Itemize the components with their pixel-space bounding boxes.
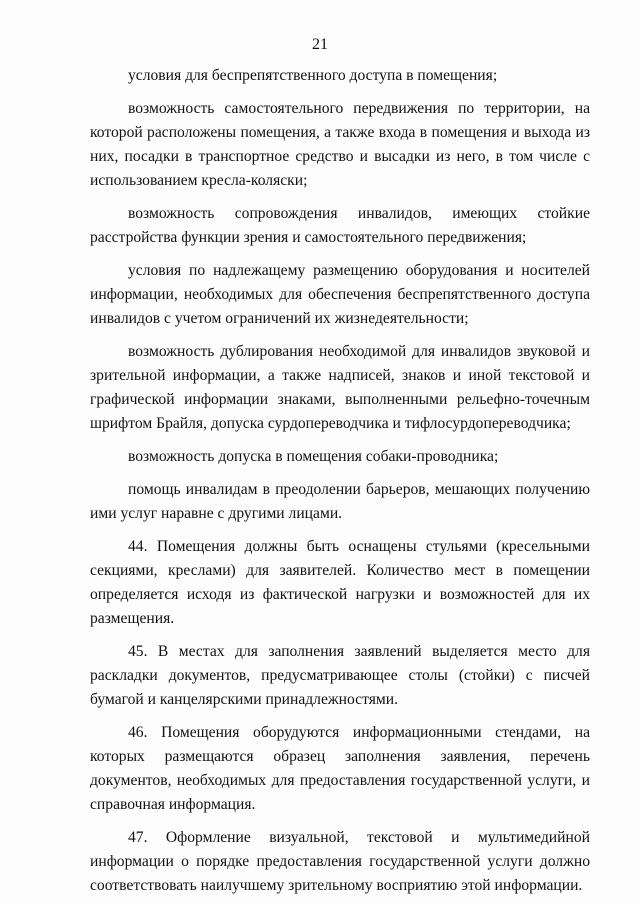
- paragraph-46-information-stands: 46. Помещения оборудуются информационными стендами, на которых размещаются образец заполнения заявления, перечень документов, необходимых для предоставления государственной услуги, и справочная информация.: [90, 724, 590, 813]
- paragraph-independent-movement: возможность самостоятельного передвижения по территории, на которой расположены помещения, а также входа в помещения и выхода из них, посадки в транспортное средство и высадки из него, в том числе с использованием кресла-коляски;: [90, 100, 590, 189]
- paragraph-access-conditions: условия для беспрепятственного доступа в помещения;: [128, 67, 498, 84]
- paragraph-47-information-design: 47. Оформление визуальной, текстовой и мультимедийной информации о порядке предоставления государственной услуги должно соответствовать наилучшему зрительному восприятию этой информации.: [90, 829, 590, 894]
- paragraph-equipment-placement: условия по надлежащему размещению оборудования и носителей информации, необходимых для обеспечения беспрепятственного доступа инвалидов с учетом ограничений их жизнедеятельности;: [90, 262, 590, 327]
- paragraph-information-duplication: возможность дублирования необходимой для инвалидов звуковой и зрительной информации, а также надписей, знаков и иной текстовой и графической информации знаками, выполненными рельефно-точечным шрифтом Брайля, допуска сурдопереводчика и тифлосурдопереводчика;: [90, 343, 590, 432]
- paragraph-escort-possibility: возможность сопровождения инвалидов, имеющих стойкие расстройства функции зрения и самостоятельного передвижения;: [90, 205, 590, 246]
- paragraph-44-seating: 44. Помещения должны быть оснащены стульями (кресельными секциями, креслами) для заявителей. Количество мест в помещении определяется исходя из фактической нагрузки и возможностей для их размещения.: [90, 538, 590, 627]
- page-number: 21: [312, 36, 328, 53]
- document-body: [90, 64, 590, 907]
- paragraph-45-application-desks: 45. В местах для заполнения заявлений выделяется место для раскладки документов, предусматривающее столы (стойки) с писчей бумагой и канцелярскими принадлежностями.: [90, 643, 590, 708]
- paragraph-barrier-assistance: помощь инвалидам в преодолении барьеров, мешающих получению ими услуг наравне с другими лицами.: [90, 481, 590, 522]
- paragraph-guide-dog-admission: возможность допуска в помещения собаки-проводника;: [128, 448, 499, 465]
